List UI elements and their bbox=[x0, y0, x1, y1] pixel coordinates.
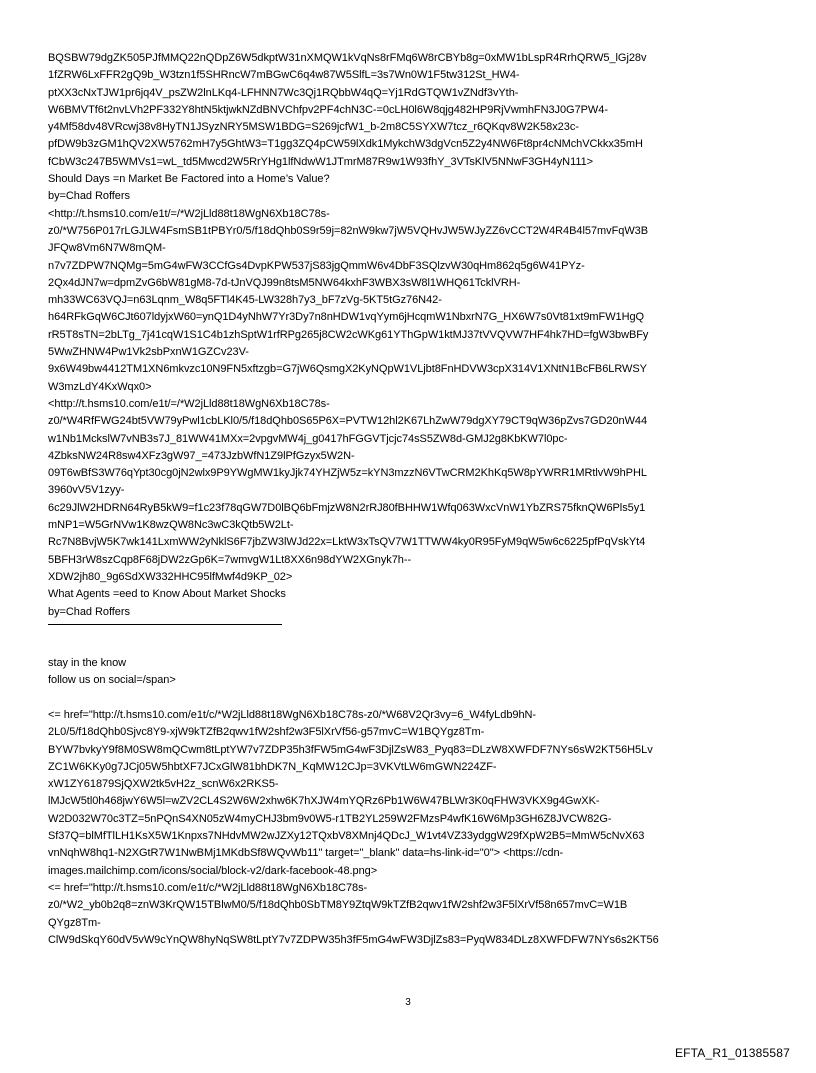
text-line: Sf37Q=blMfTlLH1KsX5W1Knpxs7NHdvMW2wJZXy12TQxbV8XMnj4QDcJ_W1vt4VZ33ydggW29fXpW2B5=MmW5cNvX63 bbox=[48, 830, 645, 843]
horizontal-divider bbox=[48, 624, 282, 625]
text-line: W3mzLdY4KxWqx0> bbox=[48, 380, 152, 393]
text-line: lMJcW5tl0h468jwY6W5l=wZV2CL4S2W6W2xhw6K7hXJW4mYQRz6Pb1W6W47BLWr3K0qFHW3VKX9g4GwXK- bbox=[48, 795, 600, 808]
text-line: 09T6wBfS3W76qYpt30cg0jN2wlx9P9YWgMW1kyJjk74YHZjW5z=kYN3mzzN6VTwCRM2KhKq5W8pYWRR1MRtlvW9hPHL bbox=[48, 467, 647, 480]
blank-line bbox=[48, 638, 774, 655]
text-line: y4Mf58dv48VRcwj38v8HyTN1JSyzNRY5MSW1BDG=S269jcfW1_b-2m8C5SYXW7tcz_r6QKqv8W2K58x23c- bbox=[48, 121, 579, 134]
page-number: 3 bbox=[405, 997, 411, 1008]
text-block-social bbox=[48, 655, 774, 690]
bates-number: EFTA_R1_01385587 bbox=[674, 1046, 790, 1060]
article-title: Should Days =n Market Be Factored into a Home’s Value? bbox=[48, 173, 330, 186]
blank-line bbox=[48, 690, 774, 707]
text-line: xW1ZY61879SjQXW2tk5vH2z_scnW6x2RKS5- bbox=[48, 778, 279, 791]
text-line: ZC1W6KKy0g7JCj05W5hbtXF7JCxGlW81bhDK7N_KqMW12CJp=3VKVtLW6mGWN224ZF- bbox=[48, 760, 497, 773]
text-line: ClW9dSkqY60dV5vW9cYnQW8hyNqSW8tLptY7v7ZDPW35h3fF5mG4wFW3DjlZs83=PyqW834DLz8XWFDFW7NYs6s2KT56 bbox=[48, 933, 659, 946]
text-line: ptXX3cNxTJW1pr6jq4V_psZW2lnLKq4-LFHNN7Wc3Qj1RQbbW4qQ=Yj1RdGTQW1vZNdf3vYth- bbox=[48, 86, 519, 99]
text-line: rR5T8sTN=2bLTg_7j41cqW1S1C4b1zhSptW1rfRPg265j8CW2cWKg61YThGpW1ktMJ37tVVQVW7HF4hk7HD=fgW3bwBFy bbox=[48, 328, 649, 341]
text-line: 4ZbksNW24R8sw4XFz3gW97_=473JzbWfN1Z9lPfGzyx5W2N- bbox=[48, 449, 355, 462]
text-line: mh33WC63VQJ=n63Lqnm_W8q5FTl4K45-LW328h7y3_bF7zVg-5KT5tGz76N42- bbox=[48, 294, 442, 307]
article-title: What Agents =eed to Know About Market Shocks bbox=[48, 588, 286, 601]
article-byline: by=Chad Roffers bbox=[48, 190, 130, 203]
text-line: 1fZRW6LxFFR2gQ9b_W3tzn1f5SHRncW7mBGwC6q4w87W5SlfL=3s7Wn0W1F5tw312St_HW4- bbox=[48, 69, 520, 82]
text-line: mNP1=W5GrNVw1K8wzQW8Nc3wC3kQtb5W2Lt- bbox=[48, 519, 294, 532]
text-line: h64RFkGqW6CJt607ldyjxW60=ynQ1D4yNhW7Yr3Dy7n8nHDW1vqYym6jHcqmW1NbxrN7G_HX6W7s0Vt81xt9mFW1HgQ bbox=[48, 311, 645, 324]
text-line: w1Nb1MckslW7vNB3s7J_81WW41MXx=2vpgvMW4j_g0417hFGGVTjcjc74sS5ZW8d-GMJ2g8KbKW7l0pc- bbox=[48, 432, 568, 445]
text-line: JFQw8Vm6N7W8mQM- bbox=[48, 242, 166, 255]
text-line: 2L0/5/f18dQhb0Sjvc8Y9-xjW9kTZfB2qwv1fW2shf2w3F5lXrVf56-g57mvC=W1BQYgz8Tm- bbox=[48, 726, 485, 739]
social-subheading: follow us on social=/span> bbox=[48, 674, 176, 687]
text-line: 6c29JlW2HDRN64RyB5kW9=f1c23f78qGW7D0lBQ6bFmjzW8N2rRJ80fBHHW1Wfq063WxcVnW1YbZRS75fknQW6Pls5y1 bbox=[48, 501, 646, 514]
text-line: 9x6W49bw4412TM1XN6mkvzc10N9FN5xftzgb=G7jW6QsmgX2KyNQpW1VLjbt8FnHDVW3cpX314V1XNtN1BcFB6LRWSY bbox=[48, 363, 647, 376]
social-heading: stay in the know bbox=[48, 657, 127, 670]
document-body bbox=[48, 50, 774, 949]
text-block-links bbox=[48, 50, 774, 621]
text-line: <http://t.hsms10.com/e1t/=/*W2jLld88t18WgN6Xb18C78s- bbox=[48, 207, 330, 220]
text-line: z0/*W4RfFWG24bt5VW79yPwl1cbLKl0/5/f18dQhb0S65P6X=PVTW12hl2K67LhZwW79dgXY79CT9qW36pZvs7GD20nW44 bbox=[48, 415, 648, 428]
text-line: BYW7bvkyY9f8M0SW8mQCwm8tLptYW7v7ZDP35h3fFW5mG4wF3DjlZsW83_Pyq83=DLzW8XWFDF7NYs6sW2KT56H5Lv bbox=[48, 743, 653, 756]
article-byline: by=Chad Roffers bbox=[48, 605, 130, 618]
text-line: pfDW9b3zGM1hQV2XW5762mH7y5GhtW3=T1gg3ZQ4pCW59lXdk1MykchW3dgVcn5Z2y4NW6Ft8pr4cNMchVCkkx35mH bbox=[48, 138, 643, 151]
text-line: XDW2jh80_9g6SdXW332HHC95lfMwf4d9KP_02> bbox=[48, 570, 293, 583]
text-line: W2D032W70c3TZ=5nPQnS4XN05zW4myCHJ3bm9v0W5-r1TB2YL259W2FMzsP4wfK16W6Mp3GH6Z8JVCW82G- bbox=[48, 812, 612, 825]
text-line: <http://t.hsms10.com/e1t/=/*W2jLld88t18WgN6Xb18C78s- bbox=[48, 397, 330, 410]
text-line: n7v7ZDPW7NQMg=5mG4wFW3CCfGs4DvpKPW537jS83jgQmmW6v4DbF3SQlzvW30qHm862q5g6W41PYz- bbox=[48, 259, 585, 272]
text-line: vnNqhW8hq1-N2XGtR7W1NwBMj1MKdbSf8WQvWb11" target="_blank" data=hs-link-id="0"> <https://cdn- bbox=[48, 847, 564, 860]
text-line: images.mailchimp.com/icons/social/block-v2/dark-facebook-48.png> bbox=[48, 864, 378, 877]
text-block-html-source bbox=[48, 707, 774, 949]
text-line: <= href="http://t.hsms10.com/e1t/c/*W2jLld88t18WgN6Xb18C78s- bbox=[48, 881, 368, 894]
text-line: <= href="http://t.hsms10.com/e1t/c/*W2jLld88t18WgN6Xb18C78s-z0/*W68V2Qr3vy=6_W4fyLdb9hN- bbox=[48, 708, 537, 721]
text-line: Rc7N8BvjW5K7wk141LxmWW2yNklS6F7jbZW3lWJd22x=LktW3xTsQV7W1TTWW4ky0R95FyM9qW5w6c6225pfPqVskYt4 bbox=[48, 536, 646, 549]
text-line: 5WwZHNW4Pw1Vk2sbPxnW1GZCv23V- bbox=[48, 346, 249, 359]
text-line: 2Qx4dJN7w=dpmZvG6bW81gM8-7d-tJnVQJ99n8tsM5NW64kxhF3WBX3sW8l1WHQ61TcklVRH- bbox=[48, 276, 521, 289]
text-line: W6BMVTf6t2nvLVh2PF332Y8htN5ktjwkNZdBNVChfpv2PF4chN3C-=0cLH0l6W8qjg482HP9RjVwmhFN3J0G7PW4- bbox=[48, 103, 608, 116]
text-line: 3960vV5V1zyy- bbox=[48, 484, 125, 497]
text-line: QYgz8Tm- bbox=[48, 916, 101, 929]
text-line: z0/*W2_yb0b2q8=znW3KrQW15TBlwM0/5/f18dQhb0SbTM8Y9ZtqW9kTZfB2qwv1fW2shf2w3F5lXrVf58n657mvC=W1B bbox=[48, 899, 628, 912]
text-line: 5BFH3rW8szCqp8F68jDW2zGp6K=7wmvgW1Lt8XX6n98dYW2XGnyk7h-- bbox=[48, 553, 412, 566]
text-line: z0/*W756P017rLGJLW4FsmSB1tPBYr0/5/f18dQhb0S9r59j=82nW9kw7jW5VQHvJW5WJyZZ6vCCT2W4R4B4l57mvFqW3B bbox=[48, 224, 649, 237]
text-line: BQSBW79dgZK505PJfMMQ22nQDpZ6W5dkptW31nXMQW1kVqNs8rFMq6W8rCBYb8g=0xMW1bLspR4RrhQRW5_lGj28v bbox=[48, 52, 647, 64]
text-line: fCbW3c247B5WMVs1=wL_td5Mwcd2W5RrYHg1lfNdwW1JTmrM87R9w1W93fhY_3VTsKlV5NNwF3GH4yN111> bbox=[48, 155, 594, 168]
